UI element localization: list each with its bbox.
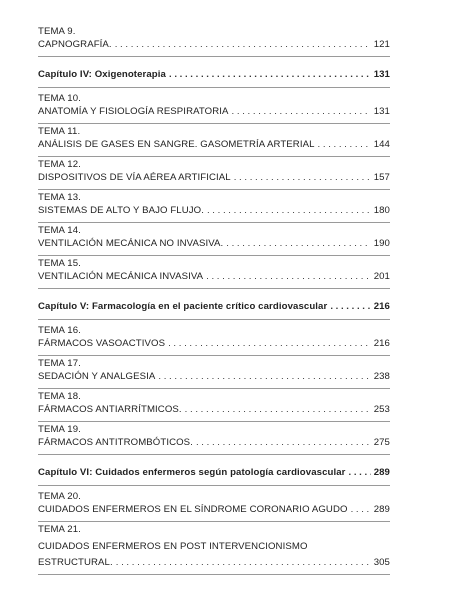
toc-entry-tema-12[interactable] [38, 158, 390, 184]
divider [38, 485, 390, 486]
dot-leader [351, 503, 371, 516]
dot-leader [330, 300, 370, 313]
tema-label: TEMA 9. [38, 26, 76, 37]
tema-label: TEMA 17. [38, 358, 81, 369]
toc-chapter-v[interactable] [38, 300, 390, 313]
tema-title-line-1: CUIDADOS ENFERMEROS EN POST INTERVENCIONISMO [38, 541, 308, 552]
toc-entry-tema-11[interactable] [38, 125, 390, 151]
tema-title: FÁRMACOS ANTITROMBÓTICOS. [38, 437, 193, 448]
dot-leader [349, 466, 371, 479]
tema-title: ESTRUCTURAL. [38, 557, 113, 568]
dot-leader [115, 38, 371, 51]
dot-leader [318, 138, 371, 151]
divider [38, 388, 390, 389]
dot-leader [196, 436, 371, 449]
tema-label: TEMA 20. [38, 491, 81, 502]
page-number: 201 [373, 271, 390, 282]
dot-leader [185, 403, 371, 416]
page-number: 180 [373, 205, 390, 216]
toc-entry-tema-9[interactable] [38, 25, 390, 51]
divider [38, 156, 390, 157]
dot-leader [232, 105, 371, 118]
page-number: 289 [373, 504, 390, 515]
tema-label: TEMA 10. [38, 93, 81, 104]
tema-title: CAPNOGRAFÍA. [38, 39, 112, 50]
tema-title: VENTILACIÓN MECÁNICA INVASIVA [38, 271, 204, 282]
divider [38, 87, 390, 88]
tema-title: FÁRMACOS ANTIARRÍTMICOS. [38, 404, 182, 415]
dot-leader [207, 204, 371, 217]
tema-title: ANATOMÍA Y FISIOLOGÍA RESPIRATORIA [38, 106, 229, 117]
page-number: 190 [373, 238, 390, 249]
divider [38, 288, 390, 289]
divider [38, 521, 390, 522]
tema-label: TEMA 11. [38, 126, 81, 137]
dot-leader [116, 556, 371, 569]
page-number: 289 [373, 467, 390, 478]
divider [38, 123, 390, 124]
tema-label: TEMA 16. [38, 325, 81, 336]
chapter-title: Capítulo IV: Oxigenoterapia [38, 69, 166, 80]
page-number: 305 [373, 557, 390, 568]
tema-title: SEDACIÓN Y ANALGESIA [38, 371, 156, 382]
toc-entry-tema-16[interactable] [38, 324, 390, 350]
table-of-contents [38, 20, 390, 575]
dot-leader [169, 68, 371, 81]
divider [38, 421, 390, 422]
divider [38, 56, 390, 57]
dot-leader [168, 337, 371, 350]
divider [38, 222, 390, 223]
page-number: 238 [373, 371, 390, 382]
tema-label: TEMA 13. [38, 192, 81, 203]
toc-entry-tema-15[interactable] [38, 257, 390, 283]
toc-entry-tema-10[interactable] [38, 92, 390, 118]
page-number: 144 [373, 139, 390, 150]
toc-chapter-vi[interactable] [38, 466, 390, 479]
divider [38, 574, 390, 575]
dot-leader [158, 370, 370, 383]
dot-leader [206, 270, 371, 283]
dot-leader [226, 237, 370, 250]
tema-label: TEMA 21. [38, 524, 81, 535]
toc-entry-tema-13[interactable] [38, 191, 390, 217]
tema-label: TEMA 15. [38, 258, 81, 269]
page-number: 131 [373, 106, 390, 117]
dot-leader [234, 171, 371, 184]
page-number: 157 [373, 172, 390, 183]
divider [38, 355, 390, 356]
toc-entry-tema-18[interactable] [38, 390, 390, 416]
divider [38, 189, 390, 190]
chapter-title: Capítulo V: Farmacología en el paciente crítico cardiovascular [38, 301, 328, 312]
toc-entry-tema-20[interactable] [38, 490, 390, 516]
chapter-title: Capítulo VI: Cuidados enfermeros según patología cardiovascular [38, 467, 346, 478]
page-number: 216 [373, 338, 390, 349]
tema-title: SISTEMAS DE ALTO Y BAJO FLUJO. [38, 205, 204, 216]
tema-label: TEMA 12. [38, 159, 81, 170]
toc-entry-tema-21[interactable] [38, 523, 390, 569]
tema-title: ANÁLISIS DE GASES EN SANGRE. GASOMETRÍA ARTERIAL [38, 139, 315, 150]
tema-label: TEMA 14. [38, 225, 81, 236]
page-number: 275 [373, 437, 390, 448]
toc-chapter-iv[interactable] [38, 68, 390, 81]
tema-title: DISPOSITIVOS DE VÍA AÉREA ARTIFICIAL [38, 172, 231, 183]
divider [38, 319, 390, 320]
page-number: 131 [373, 69, 390, 80]
divider [38, 255, 390, 256]
tema-title: VENTILACIÓN MECÁNICA NO INVASIVA. [38, 238, 224, 249]
toc-entry-tema-17[interactable] [38, 357, 390, 383]
tema-label: TEMA 19. [38, 424, 81, 435]
divider [38, 454, 390, 455]
tema-label: TEMA 18. [38, 391, 81, 402]
tema-title: CUIDADOS ENFERMEROS EN EL SÍNDROME CORONARIO AGUDO [38, 504, 348, 515]
page-number: 253 [373, 404, 390, 415]
toc-entry-tema-19[interactable] [38, 423, 390, 449]
page-number: 121 [373, 39, 390, 50]
toc-entry-tema-14[interactable] [38, 224, 390, 250]
tema-title: FÁRMACOS VASOACTIVOS [38, 338, 166, 349]
page-number: 216 [373, 301, 390, 312]
